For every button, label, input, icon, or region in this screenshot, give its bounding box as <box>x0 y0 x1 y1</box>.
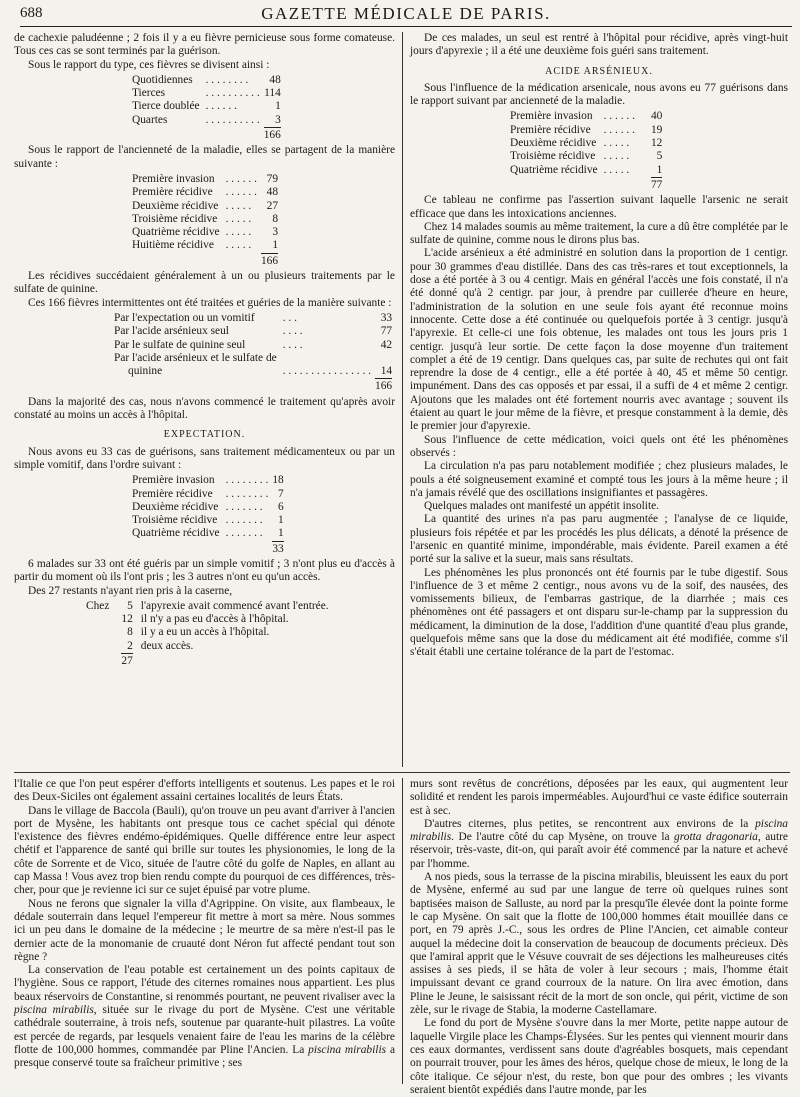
right-column <box>410 32 788 660</box>
table-row: Huitième récidive . . . . . 1 <box>132 239 279 252</box>
column-divider-top <box>402 32 403 767</box>
column-divider-bottom <box>402 778 403 1084</box>
table-total: 27 <box>121 655 133 668</box>
table-row: Par l'expectation ou un vomitif . . . 33 <box>114 311 393 324</box>
table-total: 166 <box>375 380 393 393</box>
table-total: 77 <box>650 178 663 191</box>
section-divider <box>14 772 790 773</box>
table-row: 12 il n'y a pas eu d'accès à l'hôpital. <box>121 613 289 626</box>
table-total: 166 <box>260 254 279 267</box>
anciennete-table <box>132 173 278 268</box>
table-row: 8 il y a eu un accès à l'hôpital. <box>127 626 270 639</box>
paragraph: Sous le rapport de l'ancienneté de la maladie, elles se partagent de la manière suivante : <box>14 144 395 170</box>
table-row: 2 deux accès. <box>127 639 194 652</box>
paragraph: Sous le rapport du type, ces fièvres se divisent ainsi : <box>28 58 270 71</box>
paragraph: La quantité des urines n'a pas paru augmentée ; l'analyse de ce liquide, plusieurs fois répétée et par les procédés les plus délicats, a dénoté la présence de l'arsenic en quantité minime, impondérable, mais évidente. Pareil examen a été porté sur la salive et la sueur, mais sans résultats. <box>410 513 788 566</box>
section-heading: EXPECTATION. <box>163 429 246 441</box>
paragraph: Ces 166 fièvres intermittentes ont été traitées et guéries de la manière suivante : <box>28 296 392 309</box>
chez-table <box>86 600 329 668</box>
table-row: Quotidiennes . . . . . . . . 48 <box>132 73 281 86</box>
expectation-table <box>132 474 284 556</box>
table-row: Quatrième récidive . . . . . . . 1 <box>132 527 284 540</box>
bottom-left-column <box>14 778 395 1071</box>
table-row: Troisième récidive . . . . . . . 1 <box>132 514 284 527</box>
paragraph: Ce tableau ne confirme pas l'assertion suivant laquelle l'arsenic ne serait efficace que dans les intoxications anciennes. <box>410 194 788 220</box>
paragraph: l'Italie ce que l'on peut espérer d'efforts intelligents et soutenus. Les papes et le roi des Deux-Siciles ont également assaini certaines localités de leurs États. <box>14 778 395 804</box>
table-row: Troisième récidive . . . . . 8 <box>132 212 279 225</box>
table-row: Deuxième récidive . . . . . . . 6 <box>132 500 284 513</box>
journal-title: GAZETTE MÉDICALE DE PARIS. <box>261 4 551 23</box>
treatment-table <box>114 312 392 394</box>
paragraph: Nous avons eu 33 cas de guérisons, sans traitement médicamenteux ou par un simple vomitif, dans l'ordre suivant : <box>14 445 395 471</box>
paragraph: L'acide arsénieux a été administré en solution dans la proportion de 1 centigr. pour 30 grammes d'eau distillée. Dans des cas très-rares et tout exceptionnels, la dose a été portée à 3 ou 4 centigr. Mais en général l'accès une fois constaté, il n'a été donné qu'à 2 centigr. par jour, à prendre par cuillerée d'heure en heure, l'administration de la solution en une seule fois ayant été reconnue moins innocente. Cette dose a été continuée ou quelquefois portée à 3 centigr. jusqu'à l'apyrexie. Et celle-ci une fois obtenue, les malades ont tous les jours pris 1 centigr. jusqu'à leur sortie. De cette façon la dose moyenne d'un traitement complet a été de 19 centigr. Dans quelques cas, par suite de rechutes qui ont fait reprendre la dose de 4 centigr., elle a été portée à 40, 45 et même 50 centigr. impunément. Dans des cas opposés et par essai, il a suffi de 4 et même 2 centigr. Ajoutons que les malades ont été fortement nourris avec avantage ; souvent ils étaient au quart le jour même de la fièvre, et presque constamment à la demie, dès le premier jour d'apyrexie. <box>410 247 788 433</box>
section-heading: ACIDE ARSÉNIEUX. <box>545 65 653 77</box>
table-row: Première récidive . . . . . . 19 <box>510 123 663 136</box>
paragraph: Les phénomènes les plus prononcés ont été fournis par le tube digestif. Sous l'influence de 3 et même 2 centigr., nous avons vu de la soif, des nausées, des vomissements bilieux, de l'embarras gastrique, de la diarrhée ; mais ces phénomènes ont été passagers et ont disparu sur-le-champ par la suppression du médicament, la diminution de la dose, l'addition d'une quantité d'eau plus grande, quelquefois même sans que la dose du médicament ait été modifiée, comme s'il s'était établi une certaine tolérance de la part de l'estomac. <box>410 566 788 659</box>
paragraph: 6 malades sur 33 ont été guéris par un simple vomitif ; 3 n'ont plus eu d'accès à partir du moment où ils l'ont pris ; les 3 autres n'ont eu qu'un accès. <box>14 557 395 584</box>
paragraph: Des 27 restants n'ayant rien pris à la caserne, <box>28 584 233 597</box>
table-total: 166 <box>263 129 281 142</box>
paragraph: A nos pieds, sous la terrasse de la piscina mirabilis, bleuissent les eaux du port de Mysène, enfermé au sud par une langue de terre où quelques ruines sont baptisées maison de Salluste, au nord par la presqu'île élevée dont la pointe forme le cap Mysène. On sait que la flotte de 100,000 hommes était mouillée dans ce port, en 79 après J.-C., sous les ordres de Pline l'Ancien, cet aimable conteur auquel la médecine doit la conservation de beaucoup de documents précieux. Dès que l'amiral apprit que le Vésuve couvrait de ses déjections les malheureuses cités assises à ses pieds, il se hâta de voler à leur secours ; mais, l'homme était impuissant devant ce grand courroux de la nature. On lira avec émotion, dans Pline le Jeune, le saisissant récit de la mort de son oncle, qui périt, victime de son zèle, sur le rivage de Stabia, la moderne Castellamare. <box>410 871 788 1017</box>
paragraph: Sous l'influence de cette médication, voici quels ont été les phénomènes observés : <box>410 433 788 459</box>
page-number: 688 <box>20 5 43 21</box>
paragraph: Les récidives succédaient généralement à un ou plusieurs traitements par le sulfate de quinine. <box>14 270 395 296</box>
left-column <box>14 32 395 670</box>
paragraph: De ces malades, un seul est rentré à l'hôpital pour récidive, après vingt-huit jours d'apyrexie ; il a été une deuxième fois guéri sans traitement. <box>410 32 788 58</box>
table-row: Deuxième récidive . . . . . 12 <box>510 137 663 150</box>
paragraph: Dans la majorité des cas, nous n'avons commencé le traitement qu'après avoir constaté au moins un accès à l'hôpital. <box>14 395 395 422</box>
paragraph: Quelques malades ont manifesté un appétit insolite. <box>424 500 660 513</box>
table-row: Quatrième récidive . . . . . 3 <box>132 226 279 239</box>
table-row: Première invasion . . . . . . 79 <box>132 172 279 185</box>
paragraph: D'autres citernes, plus petites, se rencontrent aux environs de la piscina mirabilis. De l'autre côté du cap Mysène, on trouve la grotta dragonaria, autre réservoir, très-vaste, dit-on, qui paraît avoir été commencé par la nature et achevé par l'homme. <box>410 817 788 870</box>
table-row: Première récidive . . . . . . . . 7 <box>132 487 284 500</box>
table-row: quinine . . . . . . . . . . . . . . . . 14 <box>128 365 393 378</box>
table-row: Par le sulfate de quinine seul . . . . 42 <box>114 338 393 351</box>
table-row: Tierces . . . . . . . . . . 114 <box>132 87 281 100</box>
paragraph: Le fond du port de Mysène s'ouvre dans la mer Morte, petite nappe autour de laquelle Virgile place les Champs-Élysées. Sur les pentes qui viennent mourir dans ces eaux dormantes, verdissent sans doute d'agréables bosquets, mais cependant on pourrait trouver, pour les âmes des héros, quelque chose de mieux, le long de la côte italique. Ce séjour n'est, du reste, bon que pour des ombres ; les vivants seraient bientôt expédiés dans l'autre monde, par les <box>410 1017 788 1096</box>
type-table <box>132 74 281 142</box>
paragraph: La circulation n'a pas paru notablement modifiée ; chez plusieurs malades, le pouls a été soigneusement examiné et compté tous les jours à la même heure ; il n'a jamais révélé que des oscillations insignifiantes et passagères. <box>410 460 788 499</box>
table-row: Tierce doublée . . . . . . 1 <box>132 100 281 113</box>
table-row: Première invasion . . . . . . . . 18 <box>132 474 284 487</box>
table-row: Chez 5 l'apyrexie avait commencé avant l'entrée. <box>86 599 329 612</box>
table-total: 33 <box>272 542 284 555</box>
paragraph: de cachexie paludéenne ; 2 fois il y a eu fièvre pernicieuse sous forme comateuse. Tous ces cas se sont terminés par la guérison. <box>14 32 395 58</box>
table-row: Deuxième récidive . . . . . 27 <box>132 199 279 212</box>
paragraph: Dans le village de Baccola (Bauli), qu'on trouve un peu avant d'arriver à l'ancien port de Mysène, les habitants ont presque tous ce cachet spécial qui dénote l'existence des fièvres endémo-épidémiques. Quelle différence entre leur aspect chétif et l'apparence de santé qui brille sur toutes les physionomies, le long de la côte de Sorrente et de Vico, située de l'autre côté du golfe de Naples, en allant au cap Massa ! Vous avez trop bien rendu compte du pourquoi de ces différences, très-cher, pour que je revienne ici sur ce sujet épuisé par votre plume. <box>14 804 395 897</box>
paragraph: Chez 14 malades soumis au même traitement, la cure a dû être complétée par le sulfate de quinine, comme nous le dirons plus bas. <box>410 220 788 247</box>
table-row: Par l'acide arsénieux seul . . . . 77 <box>114 325 393 338</box>
bottom-right-column <box>410 778 788 1097</box>
table-row: Première invasion . . . . . . 40 <box>510 110 663 123</box>
table-row: Quartes . . . . . . . . . . 3 <box>132 113 281 126</box>
paragraph: Nous ne ferons que signaler la villa d'Agrippine. On visite, aux flambeaux, le dédale souterrain dans lequel l'empereur fit mettre à mort sa mère. Nous sommes ici un peu dans le domaine de la médecine ; le meurtre de sa mère n'est-il pas le dernier acte de la monomanie de cruauté dont Néron fut affecté pendant tout son règne ? <box>14 897 395 963</box>
paragraph: Sous l'influence de la médication arsenicale, nous avons eu 77 guérisons dans le rapport suivant par ancienneté de la maladie. <box>410 81 788 108</box>
paragraph: murs sont revêtus de concrétions, déposées par les eaux, qui augmentent leur solidité et rendent les parois imperméables. Aujourd'hui ce vaste édifice souterrain est à sec. <box>410 778 788 817</box>
table-row: Première récidive . . . . . . 48 <box>132 186 279 199</box>
table-row: Par l'acide arsénieux et le sulfate de <box>114 351 277 364</box>
arsenic-table <box>510 110 662 192</box>
table-row: Troisième récidive . . . . . 5 <box>510 150 663 163</box>
paragraph: La conservation de l'eau potable est certainement un des points capitaux de l'hygiène. Sous ce rapport, l'étude des citernes romaines nous appartient. Les plus beaux réservoirs de Constantine, si renommés pourtant, ne peuvent rivaliser avec la piscina mirabilis, située sur le rivage du port de Mysène. C'est une véritable cathédrale souterraine, à trois nefs, soutenue par quarante-huit pilastres. La voûte est percée de regards, par lesquels venaient faire de l'eau les marins de la célèbre flotte de 100,000 hommes, commandée par Pline l'Ancien. La piscina mirabilis a presque conservé toute sa fraîcheur primitive ; ses <box>14 964 395 1070</box>
table-row: Quatrième récidive . . . . . 1 <box>510 163 663 176</box>
page-header <box>20 4 792 27</box>
